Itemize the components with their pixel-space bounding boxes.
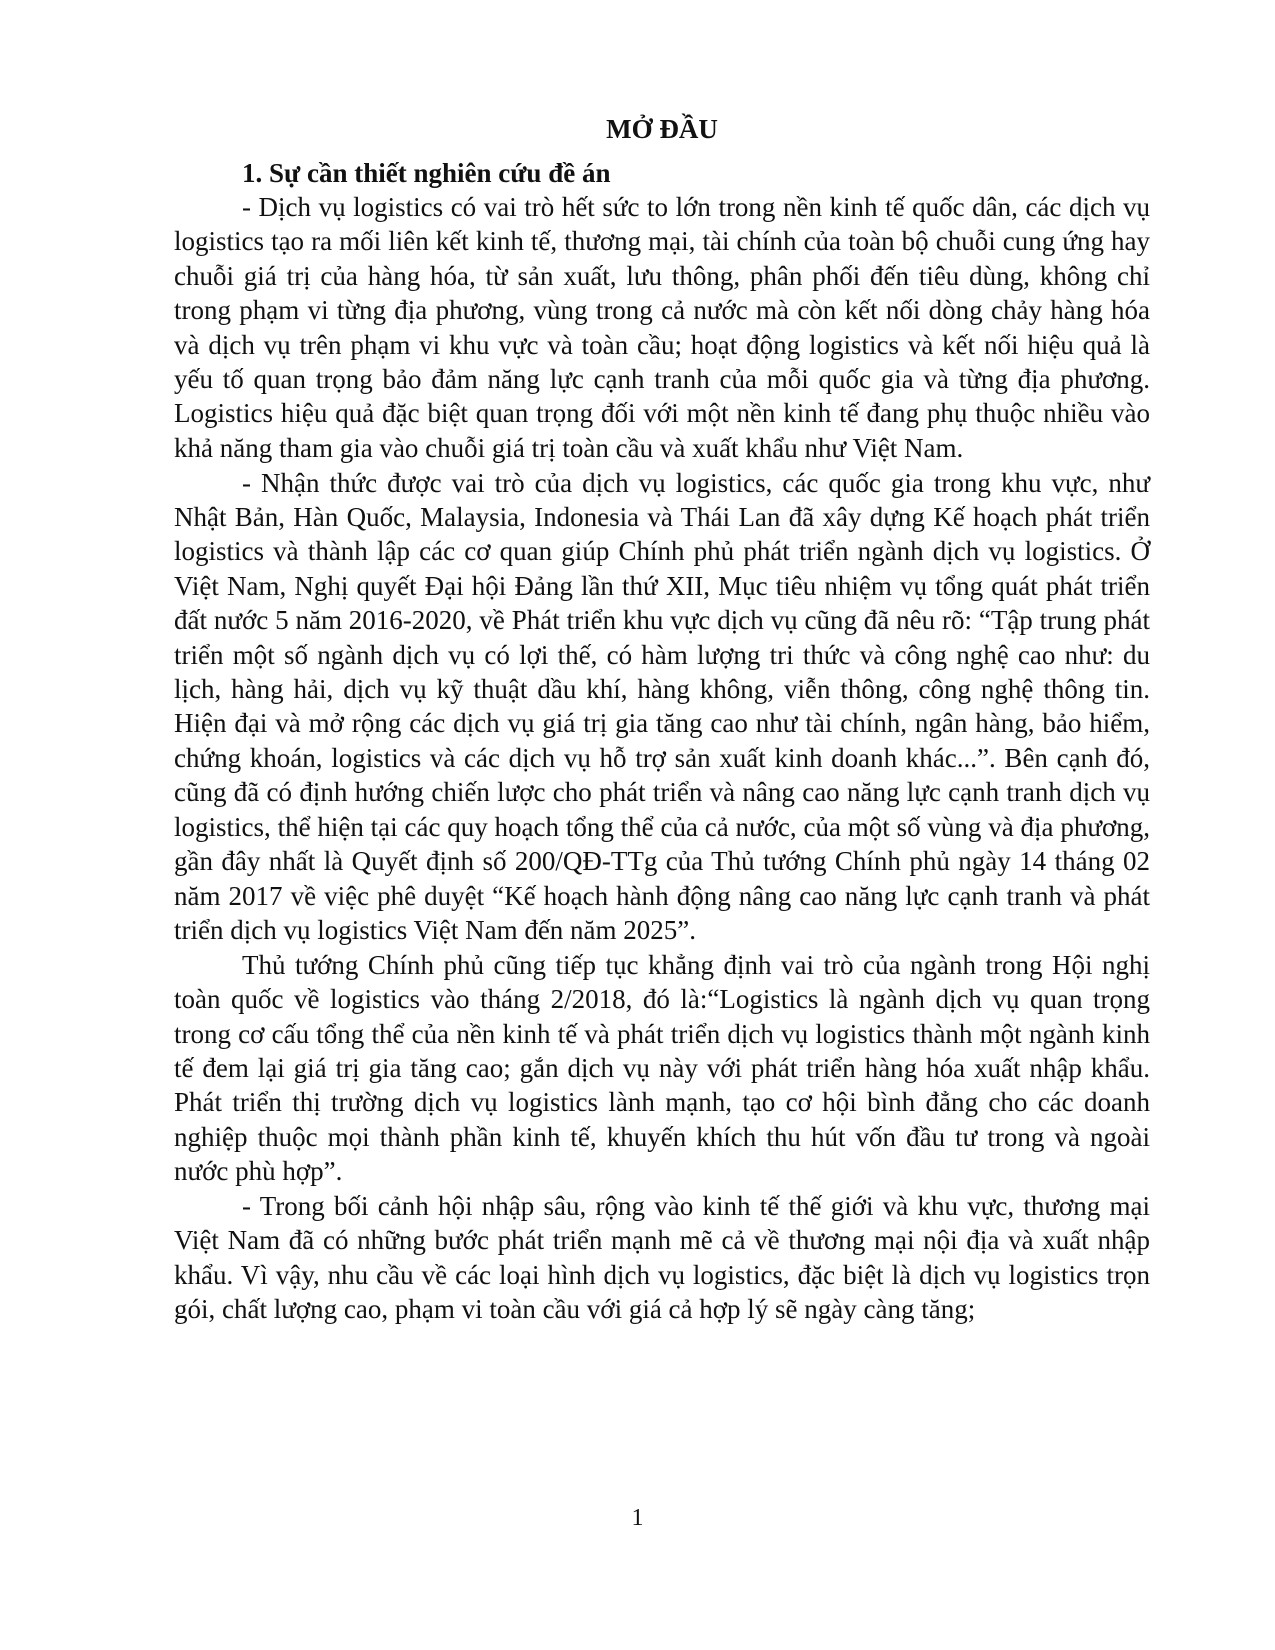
paragraph-logistics-role: - Dịch vụ logistics có vai trò hết sức to lớn trong nền kinh tế quốc dân, các dịch vụ logistics tạo ra mối liên kết kinh tế, thương mại, tài chính của toàn bộ chuỗi cung ứng hay chuỗi giá trị của hàng hóa, từ sản xuất, lưu thông, phân phối đến tiêu dùng, không chỉ trong phạm vi từng địa phương, vùng trong cả nước mà còn kết nối dòng chảy hàng hóa và dịch vụ trên phạm vi khu vực và toàn cầu; hoạt động logistics và kết nối hiệu quả là yếu tố quan trọng bảo đảm năng lực cạnh tranh của mỗi quốc gia và từng địa phương. Logistics hiệu quả đặc biệt quan trọng đối với một nền kinh tế đang phụ thuộc nhiều vào khả năng tham gia vào chuỗi giá trị toàn cầu và xuất khẩu như Việt Nam. xyxy=(174,192,1150,463)
paragraph-regional-awareness: - Nhận thức được vai trò của dịch vụ logistics, các quốc gia trong khu vực, như Nhật Bản, Hàn Quốc, Malaysia, Indonesia và Thái Lan đã xây dựng Kế hoạch phát triển logistics và thành lập các cơ quan giúp Chính phủ phát triển ngành dịch vụ logistics. Ở Việt Nam, Nghị quyết Đại hội Đảng lần thứ XII, Mục tiêu nhiệm vụ tổng quát phát triển đất nước 5 năm 2016-2020, về Phát triển khu vực dịch vụ cũng đã nêu rõ: “Tập trung phát triển một số ngành dịch vụ có lợi thế, có hàm lượng tri thức và công nghệ cao như: du lịch, hàng hải, dịch vụ kỹ thuật dầu khí, hàng không, viễn thông, công nghệ thông tin. Hiện đại và mở rộng các dịch vụ giá trị gia tăng cao như tài chính, ngân hàng, bảo hiểm, chứng khoán, logistics và các dịch vụ hỗ trợ sản xuất kinh doanh khác...”. Bên cạnh đó, cũng đã có định hướng chiến lược cho phát triển và nâng cao năng lực cạnh tranh dịch vụ logistics, thể hiện tại các quy hoạch tổng thể của cả nước, của một số vùng và địa phương, gần đây nhất là Quyết định số 200/QĐ-TTg của Thủ tướng Chính phủ ngày 14 tháng 02 năm 2017 về việc phê duyệt “Kế hoạch hành động nâng cao năng lực cạnh tranh và phát triển dịch vụ logistics Việt Nam đến năm 2025”. xyxy=(174,467,1150,945)
section-heading: 1. Sự cần thiết nghiên cứu đề án xyxy=(242,158,611,188)
paragraph-integration-context: - Trong bối cảnh hội nhập sâu, rộng vào kinh tế thế giới và khu vực, thương mại Việt Nam đã có những bước phát triển mạnh mẽ cả về thương mại nội địa và xuất nhập khẩu. Vì vậy, nhu cầu về các loại hình dịch vụ logistics, đặc biệt là dịch vụ logistics trọn gói, chất lượng cao, phạm vi toàn cầu với giá cả hợp lý sẽ ngày càng tăng; xyxy=(174,1190,1150,1325)
page-number: 1 xyxy=(631,1505,644,1531)
paragraph-prime-minister: Thủ tướng Chính phủ cũng tiếp tục khẳng định vai trò của ngành trong Hội nghị toàn quốc về logistics vào tháng 2/2018, đó là:“Logistics là ngành dịch vụ quan trọng trong cơ cấu tổng thể của nền kinh tế và phát triển dịch vụ logistics thành một ngành kinh tế đem lại giá trị gia tăng cao; gắn dịch vụ này với phát triển hàng hóa xuất nhập khẩu. Phát triển thị trường dịch vụ logistics lành mạnh, tạo cơ hội bình đẳng cho các doanh nghiệp thuộc mọi thành phần kinh tế, khuyến khích thu hút vốn đầu tư trong và ngoài nước phù hợp”. xyxy=(174,949,1150,1187)
document-title: MỞ ĐẦU xyxy=(606,114,718,144)
page-content xyxy=(174,112,1150,1327)
